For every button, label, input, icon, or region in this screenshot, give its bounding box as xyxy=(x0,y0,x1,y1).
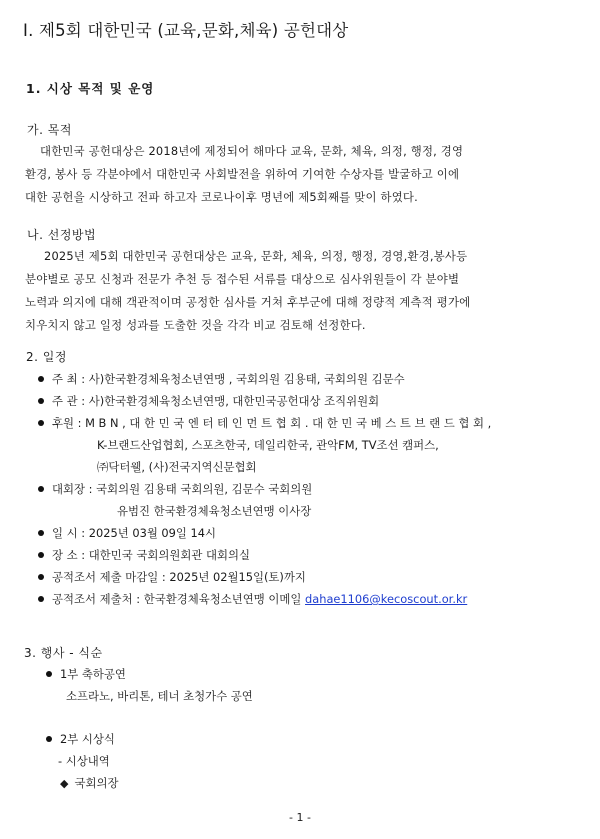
schedule-sponsor-line-3: ㈜닥터웰, (사)전국지역신문협회 xyxy=(97,460,257,474)
bullet-icon xyxy=(46,671,52,677)
schedule-organizer: 주 관 : 사)한국환경체육청소년연맹, 대한민국공헌대상 조직위원회 xyxy=(38,393,379,409)
purpose-line-2: 환경, 봉사 등 각분야에서 대한민국 사회발전을 위하여 기여한 수상자를 발굴하고 이에 xyxy=(25,167,460,181)
bullet-icon xyxy=(38,530,44,536)
bullet-icon xyxy=(38,376,44,382)
schedule-chairman: 대회장 : 국회의원 김용태 국회의원, 김문수 국회의원 xyxy=(38,481,312,497)
diamond-icon: ◆ xyxy=(60,777,69,790)
bullet-icon xyxy=(38,552,44,558)
program-part-1-detail: 소프라노, 바리톤, 테너 초청가수 공연 xyxy=(66,689,253,703)
page-number: - 1 - xyxy=(289,811,311,824)
section-heading-schedule: 2. 일정 xyxy=(26,350,67,364)
program-part-2-sub: - 시상내역 xyxy=(58,754,110,768)
schedule-deadline: 공적조서 제출 마감일 : 2025년 02월15일(토)까지 xyxy=(38,569,306,585)
purpose-line-1: 대한민국 공헌대상은 2018년에 제정되어 해마다 교육, 문화, 체육, 의정, 행정, 경영 xyxy=(40,144,464,158)
subheading-method: 나. 선정방법 xyxy=(27,228,97,242)
document-title: Ⅰ. 제5회 대한민국 (교육,문화,체육) 공헌대상 xyxy=(23,21,349,40)
schedule-sponsor: 후원 : M B N , 대 한 민 국 엔 터 테 인 먼 트 협 회 . 대 한 민 국 베 스 트 브 랜 드 협 회 , xyxy=(38,415,491,431)
bullet-icon xyxy=(38,398,44,404)
method-line-1: 2025년 제5회 대한민국 공헌대상은 교육, 문화, 체육, 의정, 행정, 경영,환경,봉사등 xyxy=(44,249,468,263)
bullet-icon xyxy=(38,596,44,602)
program-part-2-item: ◆ 국회의장 xyxy=(60,776,119,790)
program-part-1: 1부 축하공연 xyxy=(46,666,126,682)
schedule-venue: 장 소 : 대한민국 국회의원회관 대회의실 xyxy=(38,547,250,563)
bullet-icon xyxy=(38,486,44,492)
bullet-icon xyxy=(38,420,44,426)
schedule-date: 일 시 : 2025년 03월 09일 14시 xyxy=(38,525,216,541)
subheading-purpose: 가. 목적 xyxy=(27,123,72,137)
schedule-host: 주 최 : 사)한국환경체육청소년연맹 , 국회의원 김용태, 국회의원 김문수 xyxy=(38,371,405,387)
method-line-3: 노력과 의지에 대해 객관적이며 공정한 심사를 거쳐 후부군에 대해 정량적 계측적 평가에 xyxy=(25,295,471,309)
program-part-2: 2부 시상식 xyxy=(46,731,115,747)
section-heading-program: 3. 행사 - 식순 xyxy=(24,646,103,660)
purpose-line-3: 대한 공헌을 시상하고 전파 하고자 코로나이후 명년에 제5회째를 맞이 하였다. xyxy=(25,190,418,204)
schedule-sponsor-line-2: K-브랜드산업협회, 스포츠한국, 데일리한국, 관악FM, TV조선 캠퍼스, xyxy=(97,438,439,452)
email-link[interactable]: dahae1106@kecoscout.or.kr xyxy=(305,592,468,606)
schedule-chairman-line-2: 유범진 한국환경체육청소년연맹 이사장 xyxy=(117,504,312,518)
bullet-icon xyxy=(46,736,52,742)
section-heading-purpose-operation: 1. 시상 목적 및 운영 xyxy=(26,81,155,96)
method-line-4: 치우치지 않고 일정 성과를 도출한 것을 각각 비교 검토해 선정한다. xyxy=(25,318,366,332)
schedule-submission: 공적조서 제출처 : 한국환경체육청소년연맹 이메일 dahae1106@kecoscout.or.kr xyxy=(38,591,467,607)
method-line-2: 분야별로 공모 신청과 전문가 추천 등 접수된 서류를 대상으로 심사위원들이 각 분야별 xyxy=(25,272,460,286)
bullet-icon xyxy=(38,574,44,580)
